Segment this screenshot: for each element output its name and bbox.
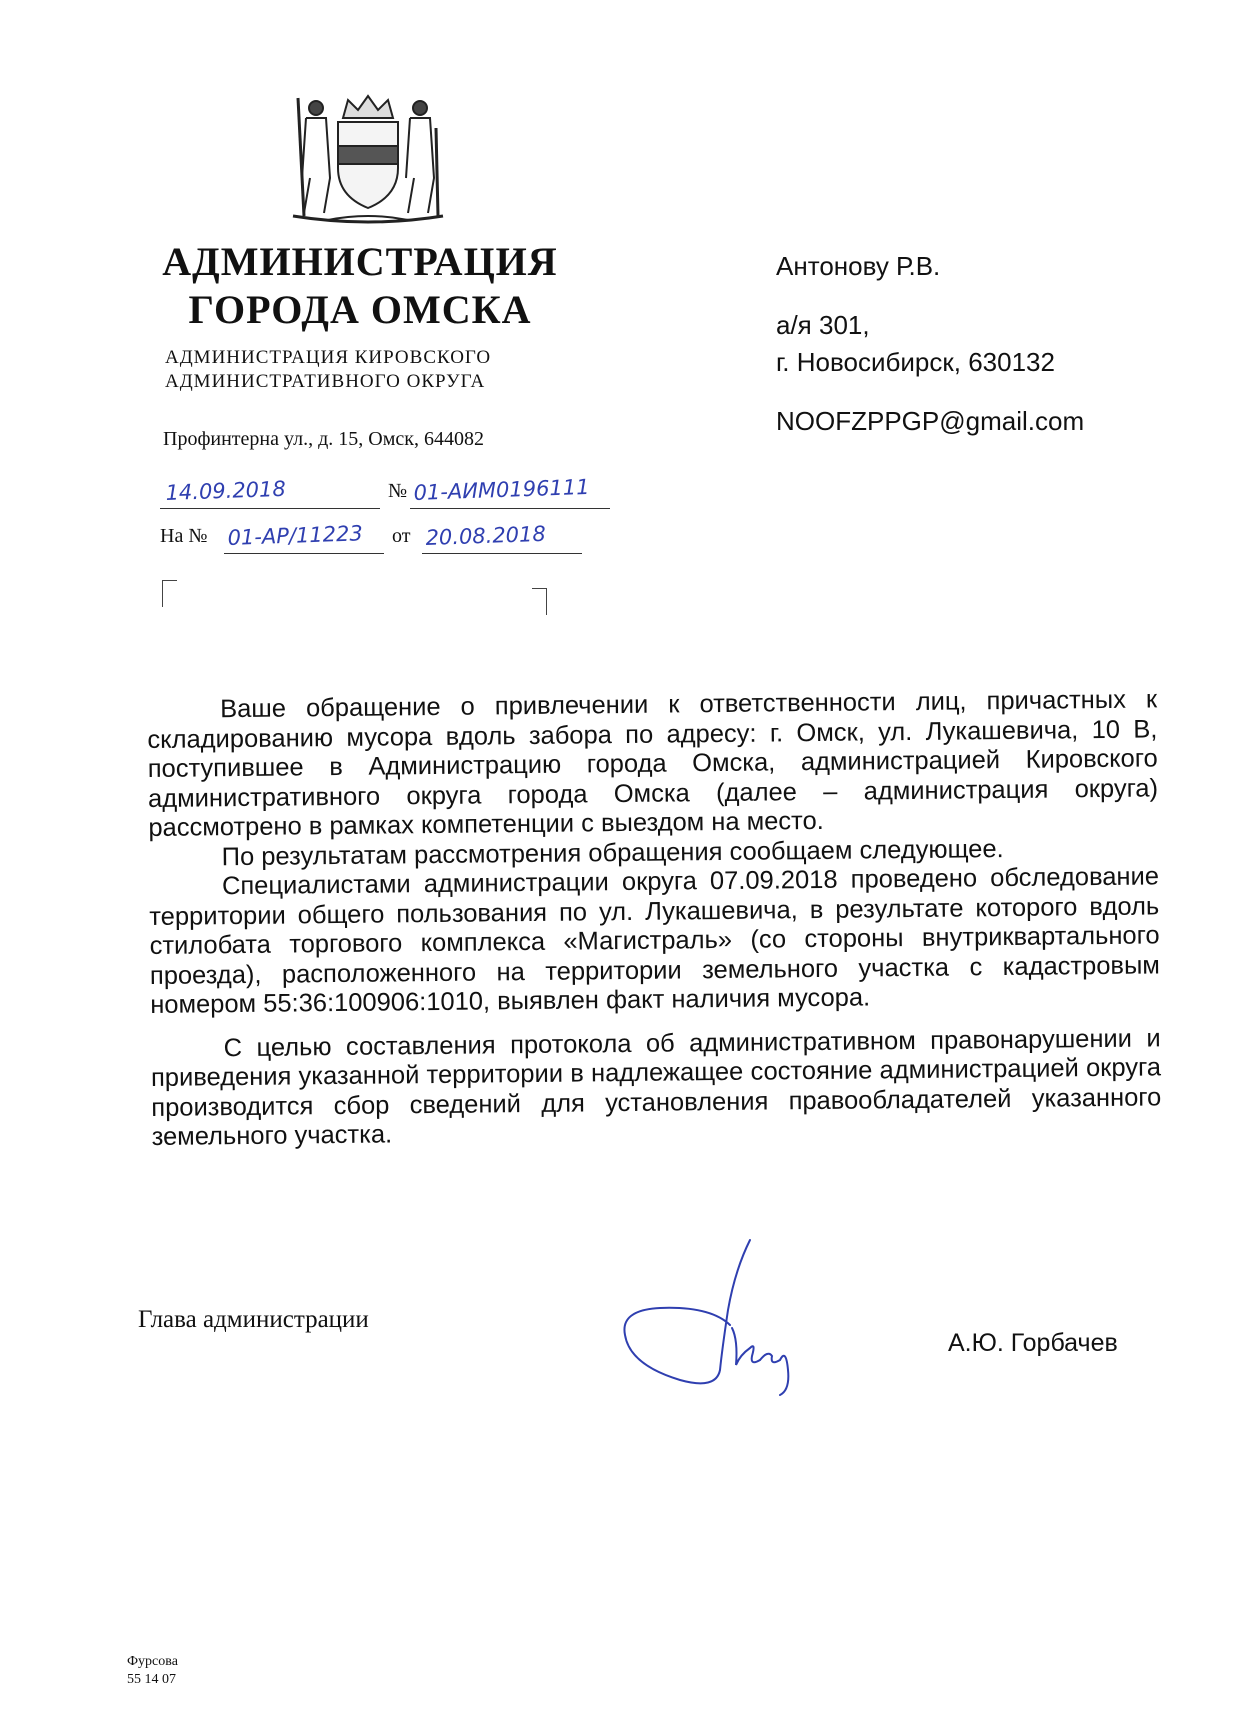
reply-to-date: 20.08.2018 xyxy=(425,521,547,550)
body-paragraph: По результатам рассмотрения обращения сообщаем следующее. xyxy=(221,834,1004,871)
organization-subtitle-line1: АДМИНИСТРАЦИЯ КИРОВСКОГО xyxy=(165,347,492,368)
reply-date-underline xyxy=(422,553,582,554)
performer-info xyxy=(127,1653,178,1689)
recipient-city: г. Новосибирск, 630132 xyxy=(776,347,1055,377)
number-underline xyxy=(410,508,610,509)
subject-corner-left xyxy=(162,580,177,607)
organization-address: Профинтерна ул., д. 15, Омск, 644082 xyxy=(163,428,484,450)
organization-title xyxy=(160,238,560,334)
subject-corner-right xyxy=(532,588,547,615)
reply-to-number: 01-АР/11223 xyxy=(227,521,364,550)
organization-subtitle-line2: АДМИНИСТРАТИВНОГО ОКРУГА xyxy=(165,371,486,392)
signatory-title: Глава администрации xyxy=(138,1306,369,1333)
reply-to-label: На № xyxy=(160,525,208,547)
registration-line xyxy=(160,475,620,509)
registration-date: 14.09.2018 xyxy=(165,476,287,505)
body-paragraph: Специалистами администрации округа 07.09.2018 проведено обследование территории общего пользования по ул. Лукашевича, в результате которого вдоль стилобата торгового комплекса «Магистраль» (со стороны внутриквартального проезда), расположенного на территории земельного участка с кадастровым номером 55:36:100906:1010, выявлен факт наличия мусора. xyxy=(149,862,1161,1019)
performer-name: Фурсова xyxy=(127,1654,178,1669)
date-underline xyxy=(160,508,380,509)
organization-title-line1: АДМИНИСТРАЦИЯ xyxy=(162,239,558,284)
reply-reference-line xyxy=(160,520,620,554)
recipient-name: Антонову Р.В. xyxy=(776,251,941,281)
organization-subtitle xyxy=(165,346,565,394)
recipient-po-box: а/я 301, xyxy=(776,310,870,340)
recipient-email: NOOFZPPGP@gmail.com xyxy=(776,406,1085,436)
from-label: от xyxy=(392,525,411,547)
signatory-name: А.Ю. Горбачев xyxy=(948,1329,1118,1357)
number-label: № xyxy=(388,480,408,502)
city-coat-of-arms xyxy=(288,88,448,228)
body-paragraph: С целью составления протокола об административном правонарушении и приведения указанной территории в надлежащее состояние администрацией округа производится сбор сведений для установления правообладателей указанного земельного участка. xyxy=(150,1023,1162,1151)
handwritten-signature xyxy=(620,1230,820,1400)
organization-title-line2: ГОРОДА ОМСКА xyxy=(188,287,532,332)
reply-number-underline xyxy=(224,553,384,554)
performer-phone: 55 14 07 xyxy=(127,1672,176,1687)
recipient-block xyxy=(776,248,1084,440)
letter-body xyxy=(147,685,1162,1152)
body-paragraph: Ваше обращение о привлечении к ответственности лиц, причастных к складированию мусора вдоль забора по адресу: г. Омск, ул. Лукашевича, 10 В, поступившее в Администрацию города Омска, администрацией Кировского административного округа города Омска (далее – администрация округа) рассмотрено в рамках компетенции с выездом на место. xyxy=(147,685,1159,842)
outgoing-number: 01-АИМ0196111 xyxy=(413,474,590,505)
